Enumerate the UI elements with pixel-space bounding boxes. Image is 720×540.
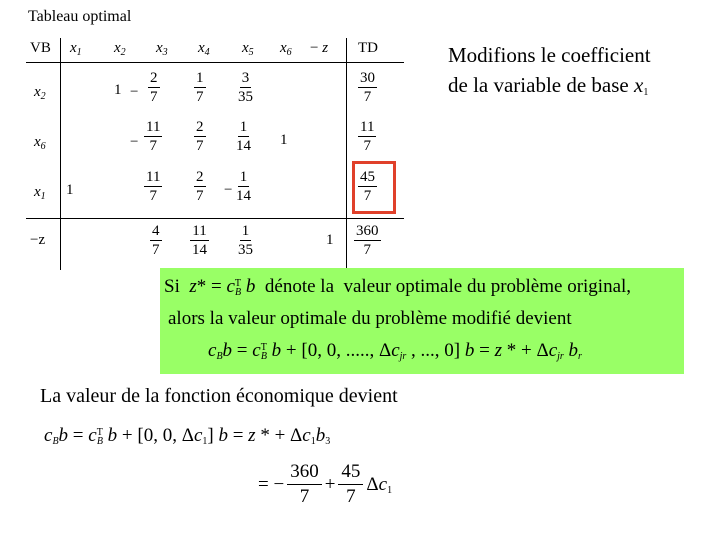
cell-x1-x3: $\frac{11}{7}$ bbox=[146, 169, 161, 204]
cell-x2-td: $\frac{30}{7}$ bbox=[360, 70, 375, 105]
cell-negz-x4: $\frac{11}{14}$ bbox=[192, 223, 207, 258]
vb-divider bbox=[60, 38, 61, 270]
definition-line-2: alors la valeur optimale du problème modifié devient bbox=[168, 308, 572, 329]
cell-x1-td: $\frac{45}{7}$ bbox=[360, 169, 375, 204]
header-x1: $x_1$ bbox=[70, 40, 82, 58]
row-var-negz: −z bbox=[30, 232, 46, 248]
objective-equation: $c_Bb = c^T_B$ b + [0, 0, $\Delta c_1$] b = z * + $\Delta c_1b_3$ bbox=[44, 425, 331, 447]
row-var-x1: $x_1$ bbox=[34, 184, 46, 202]
cell-x6-x4: $\frac{2}{7}$ bbox=[196, 119, 204, 154]
plus-sign: + bbox=[324, 473, 336, 495]
cell-x6-x6: 1 bbox=[280, 132, 288, 148]
objective-result bbox=[258, 460, 392, 509]
fraction-45-7: $\frac{45}{7}$ bbox=[338, 460, 363, 509]
header-x5: $x_5$ bbox=[242, 40, 254, 58]
cell-x1-x1: 1 bbox=[66, 182, 74, 198]
simplex-tableau bbox=[26, 38, 404, 270]
cell-x2-x3: $\frac{2}{7}$ bbox=[150, 70, 158, 105]
modification-note bbox=[448, 40, 651, 108]
table-title: Tableau optimal bbox=[28, 8, 132, 25]
cell-negz-x3: $\frac{4}{7}$ bbox=[152, 223, 160, 258]
cell-negz-negz: 1 bbox=[326, 232, 334, 248]
header-rule bbox=[26, 62, 404, 63]
equals-minus: = − bbox=[258, 473, 285, 495]
note-line-2: de la variable de base $x_1$ bbox=[448, 73, 649, 98]
row-var-x6: $x_6$ bbox=[34, 134, 46, 152]
fraction-360-7: $\frac{360}{7}$ bbox=[287, 460, 322, 509]
cell-negz-td: $\frac{360}{7}$ bbox=[356, 223, 379, 258]
header-x6: $x_6$ bbox=[280, 40, 292, 58]
definition-line-3: $c_Bb = c^T_B$ b + [0, 0, ....., $\Delta c_{jr}$ , ..., 0] b = z * + $\Delta c_{jr}$ $b_r$ bbox=[208, 340, 582, 362]
header-x4: $x_4$ bbox=[198, 40, 210, 58]
cell-x6-x3: $\frac{11}{7}$ bbox=[146, 119, 161, 154]
cell-x1-x5: $\frac{1}{14}$ bbox=[236, 169, 251, 204]
cell-x6-td: $\frac{11}{7}$ bbox=[360, 119, 375, 154]
cell-x2-x2: 1 bbox=[114, 82, 122, 98]
row-var-x2: $x_2$ bbox=[34, 84, 46, 102]
minus-sign: − bbox=[130, 134, 139, 150]
z-row-rule bbox=[26, 218, 404, 219]
header-x3: $x_3$ bbox=[156, 40, 168, 58]
cell-x1-x4: $\frac{2}{7}$ bbox=[196, 169, 204, 204]
minus-sign: − bbox=[224, 182, 233, 198]
delta-c1: $\Delta c_1$ bbox=[366, 473, 393, 496]
cell-x6-x5: $\frac{1}{14}$ bbox=[236, 119, 251, 154]
cell-x2-x4: $\frac{1}{7}$ bbox=[196, 70, 204, 105]
note-line-1: Modifions le coefficient bbox=[448, 43, 651, 67]
header-vb: VB bbox=[30, 40, 51, 56]
cell-negz-x5: $\frac{1}{35}$ bbox=[238, 223, 253, 258]
td-divider bbox=[346, 38, 347, 270]
definition-line-1: Si $z* = c^T_B$ b dénote la valeur optimale du problème original, bbox=[164, 276, 632, 298]
header-negz: − z bbox=[310, 40, 329, 56]
minus-sign: − bbox=[130, 84, 139, 100]
header-td: TD bbox=[358, 40, 378, 56]
cell-x2-x5: $\frac{3}{35}$ bbox=[238, 70, 253, 105]
header-x2: $x_2$ bbox=[114, 40, 126, 58]
highlight-box-x1-td bbox=[352, 161, 396, 214]
objective-heading: La valeur de la fonction économique devient bbox=[40, 385, 398, 407]
